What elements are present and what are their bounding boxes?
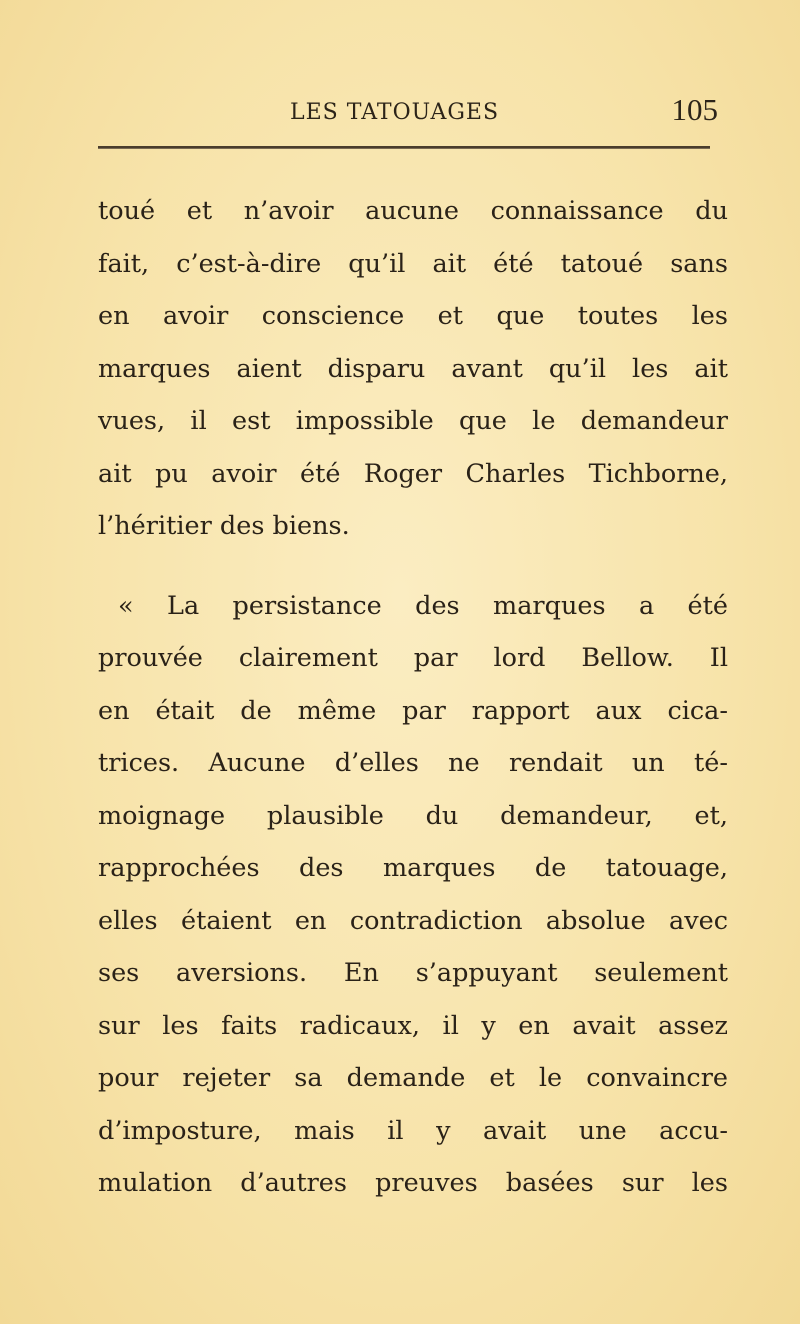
- text-line: pour rejeter sa demande et le convaincre: [98, 1063, 728, 1093]
- text-line: moignage plausible du demandeur, et,: [98, 800, 728, 831]
- body-text: [98, 185, 728, 1210]
- text-line: rapprochées des marques de tatouage,: [98, 853, 728, 883]
- page-number: 105: [671, 92, 718, 127]
- text-line: sur les faits radicaux, il y en avait assez: [98, 1010, 728, 1041]
- text-line: « La persistance des marques a été: [118, 590, 728, 621]
- header-rule: [98, 146, 710, 149]
- text-line: toué et n’avoir aucune connaissance du: [98, 196, 728, 226]
- paragraph-gap: [98, 553, 728, 580]
- text-line: vues, il est impossible que le demandeur: [98, 406, 728, 436]
- text-line: ses aversions. En s’appuyant seulement: [98, 958, 728, 988]
- text-line: elles étaient en contradiction absolue avec: [98, 905, 728, 936]
- text-line: ait pu avoir été Roger Charles Tichborne,: [98, 458, 728, 489]
- paragraph-1: [98, 185, 728, 553]
- text-line: marques aient disparu avant qu’il les ait: [98, 353, 728, 384]
- text-line: en était de même par rapport aux cica-: [98, 695, 728, 726]
- text-line: prouvée clairement par lord Bellow. Il: [98, 643, 728, 673]
- text-line: mulation d’autres preuves basées sur les: [98, 1168, 728, 1198]
- text-line: l’héritier des biens.: [98, 511, 350, 541]
- text-line: trices. Aucune d’elles ne rendait un té-: [98, 748, 728, 778]
- paragraph-2: [98, 580, 728, 1210]
- text-line: en avoir conscience et que toutes les: [98, 301, 728, 331]
- page-header: [98, 92, 718, 132]
- running-title: LES TATOUAGES: [290, 100, 500, 125]
- text-line: d’imposture, mais il y avait une accu-: [98, 1115, 728, 1146]
- text-line: fait, c’est-à-dire qu’il ait été tatoué sans: [98, 248, 728, 279]
